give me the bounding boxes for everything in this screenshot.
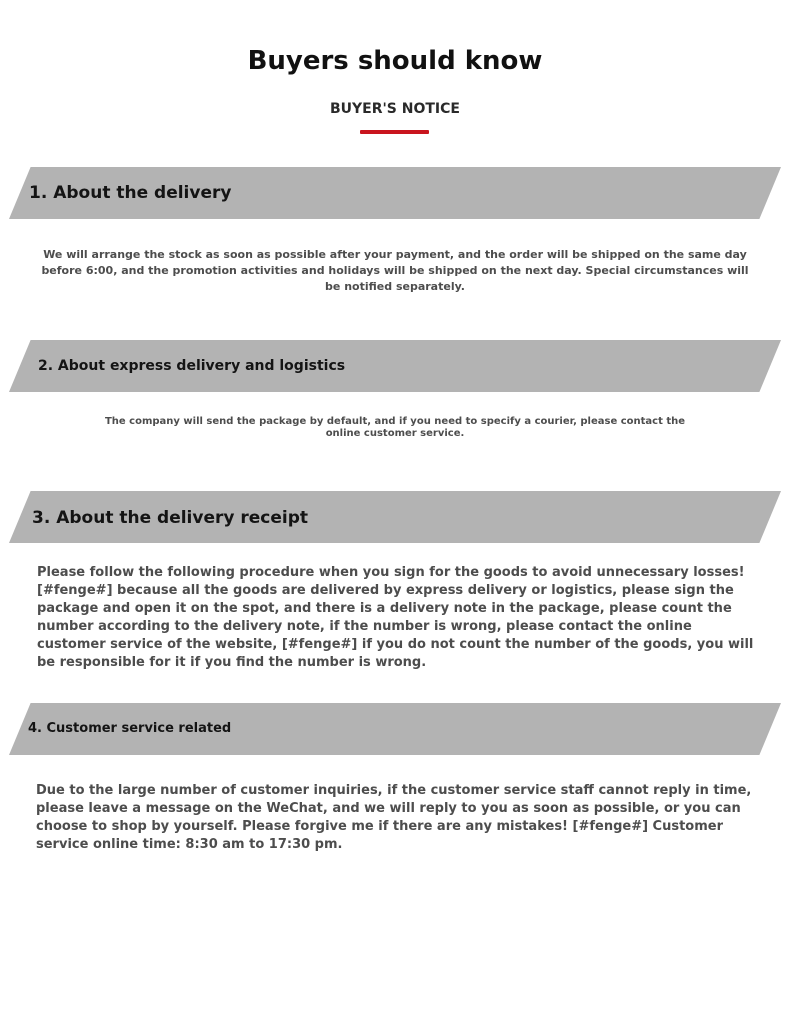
section-heading-customer-service: 4. Customer service related: [28, 721, 232, 736]
section-heading-delivery-receipt: 3. About the delivery receipt: [32, 508, 309, 528]
section-heading-delivery: 1. About the delivery: [29, 183, 232, 203]
page-title: Buyers should know: [247, 46, 543, 76]
title-accent-divider: [360, 130, 429, 134]
section-body-customer-service: Due to the large number of customer inquiries, if the customer service staff cannot reply in time, please leave a message on the WeChat, and we will reply to you as soon as possible, or you can choose to shop by yourself. Please forgive me if there are any mistakes! [#fenge#] Customer service online time: 8:30 am to 17:30 pm.: [36, 783, 752, 852]
section-heading-express-logistics: 2. About express delivery and logistics: [38, 358, 346, 374]
page-subtitle: BUYER'S NOTICE: [330, 101, 460, 117]
section-body-delivery: We will arrange the stock as soon as possible after your payment, and the order will be shipped on the same day before 6:00, and the promotion activities and holidays will be shipped on the next day. Special circumstances will be notified separately.: [41, 248, 749, 293]
section-body-delivery-receipt: Please follow the following procedure when you sign for the goods to avoid unnecessary losses! [#fenge#] because all the goods are delivered by express delivery or logistics, please sign the package and open it on the spot, and there is a delivery note in the package, please count the number according to the delivery note, if the number is wrong, please contact the online customer service of the website, [#fenge#] if you do not count the number of the goods, you will be responsible for it if you find the number is wrong.: [37, 565, 754, 670]
section-body-express-logistics: The company will send the package by default, and if you need to specify a courier, please contact the online customer service.: [104, 416, 686, 439]
